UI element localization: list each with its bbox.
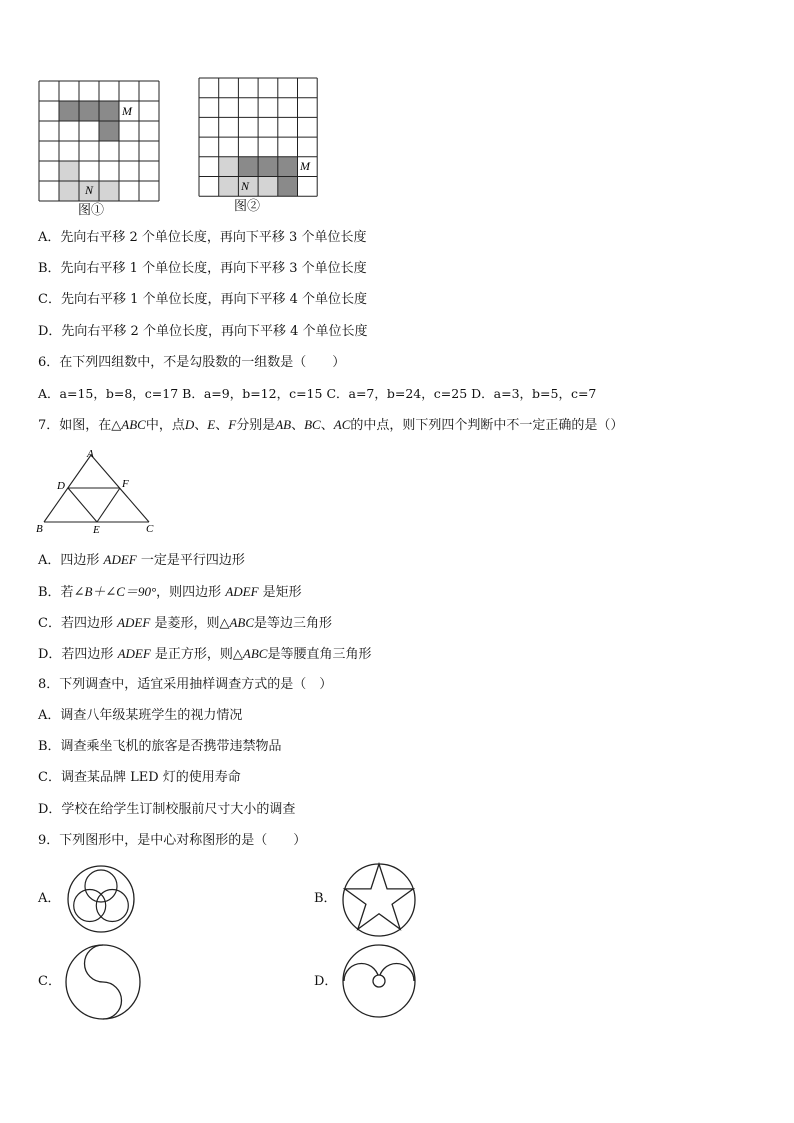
triangle-label-c: C xyxy=(146,523,154,535)
triangle-figure xyxy=(36,448,162,534)
triangle-label-e: E xyxy=(93,524,100,536)
shape-n-cell xyxy=(219,177,239,197)
q5-option-d: D．先向右平移 2 个单位长度，再向下平移 4 个单位长度 xyxy=(38,324,368,339)
q9-label-d: D． xyxy=(314,974,338,989)
grid-figure-1 xyxy=(38,80,160,202)
shape-n-cell xyxy=(219,157,239,177)
triangle-label-b: B xyxy=(36,523,43,535)
triangle-label-a: A xyxy=(87,448,94,460)
shape-m-cell xyxy=(59,101,79,121)
q8-stem: 8．下列调查中，适宜采用抽样调查方式的是（ ） xyxy=(38,677,333,692)
triangle-label-f: F xyxy=(122,478,129,490)
shape-n-cell xyxy=(59,161,79,181)
shape-m-cell xyxy=(79,101,99,121)
q7-option-b: B．若∠B＋∠C＝90°，则四边形 ADEF 是矩形 xyxy=(38,584,302,600)
grid-figure-2 xyxy=(198,77,318,197)
q7-option-a: A．四边形 ADEF 一定是平行四边形 xyxy=(38,552,245,568)
q7-option-c: C．若四边形 ADEF 是菱形，则△ABC是等边三角形 xyxy=(38,615,333,631)
q6-stem: 6．在下列四组数中，不是勾股数的一组数是（ ） xyxy=(38,355,346,370)
q6-options: A．a=15，b=8，c=17 B．a=9，b=12，c=15 C．a=7，b=24，c=25 D．a=3，b=5，c=7 xyxy=(38,386,597,401)
q5-option-c: C．先向右平移 1 个单位长度，再向下平移 4 个单位长度 xyxy=(38,292,368,307)
grid2-caption: 图② xyxy=(234,199,261,214)
shape-m-cell xyxy=(99,101,119,121)
yin-yang-curve-circle-icon xyxy=(64,943,142,1021)
q8-option-d: D．学校在给学生订制校服前尺寸大小的调查 xyxy=(38,802,296,817)
q7-stem: 7．如图，在△ABC中，点D、E、F分别是AB、BC、AC的中点，则下列四个判断中不一定正确的是（） xyxy=(38,417,624,433)
grid2-label-m: M xyxy=(300,159,310,173)
star-in-circle-icon xyxy=(341,862,417,938)
two-arc-with-small-circle-icon xyxy=(341,943,417,1019)
q8-option-a: A．调查八年级某班学生的视力情况 xyxy=(38,708,243,723)
q8-option-c: C．调查某品牌 LED 灯的使用寿命 xyxy=(38,770,241,785)
q9-label-c: C． xyxy=(38,974,61,989)
q5-option-a: A．先向右平移 2 个单位长度，再向下平移 3 个单位长度 xyxy=(38,230,367,245)
shape-n-cell xyxy=(59,181,79,201)
q5-option-b: B．先向右平移 1 个单位长度，再向下平移 3 个单位长度 xyxy=(38,261,367,276)
grid2-label-n: N xyxy=(241,179,250,193)
shape-m-cell xyxy=(278,157,298,177)
q8-option-b: B．调查乘坐飞机的旅客是否携带违禁物品 xyxy=(38,739,282,754)
q9-stem: 9．下列图形中，是中心对称图形的是（ ） xyxy=(38,833,307,848)
shape-m-cell xyxy=(238,157,258,177)
q7-option-d: D．若四边形 ADEF 是正方形，则△ABC是等腰直角三角形 xyxy=(38,646,372,662)
shape-n-cell xyxy=(99,181,119,201)
grid1-label-n: N xyxy=(85,183,94,197)
shape-m-cell xyxy=(278,177,298,197)
shape-m-cell xyxy=(99,121,119,141)
grid1-caption: 图① xyxy=(78,203,105,218)
shape-n-cell xyxy=(258,177,278,197)
grid1-label-m: M xyxy=(122,104,132,118)
triangle-label-d: D xyxy=(57,480,65,492)
q9-label-a: A． xyxy=(38,891,61,906)
shape-m-cell xyxy=(258,157,278,177)
q9-label-b: B． xyxy=(314,891,337,906)
three-arc-circle-icon xyxy=(66,864,136,934)
